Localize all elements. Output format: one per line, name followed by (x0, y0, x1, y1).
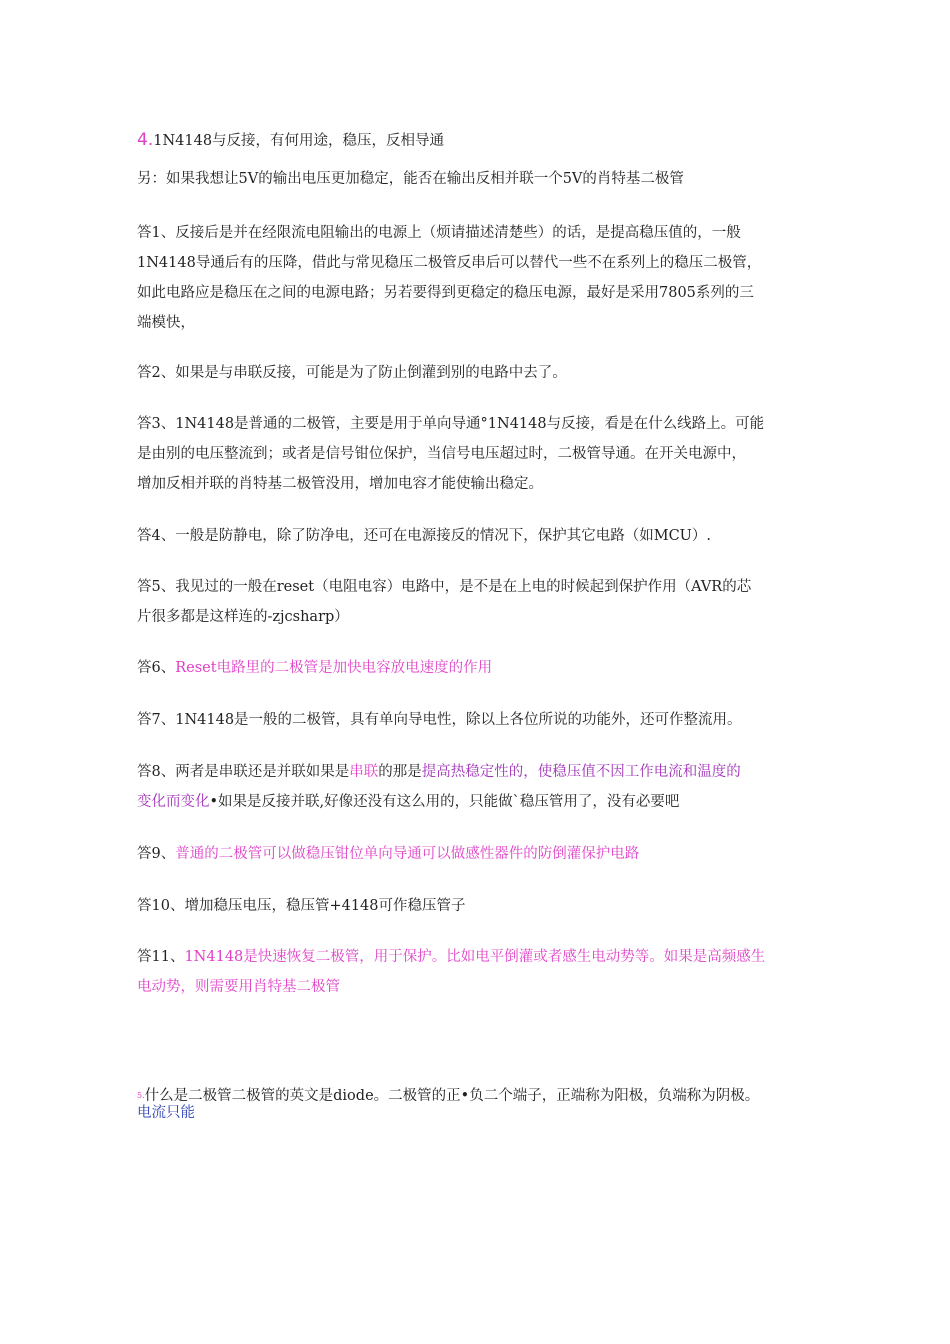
answer-8-line-1 (137, 757, 827, 787)
answer-11-prefix: 答11、 (137, 949, 185, 965)
section-5-line-2: 电流只能 (137, 1105, 195, 1121)
answer-10: 答10、增加稳压电压，稳压管+4148可作稳压管子 (137, 898, 466, 914)
question-heading (137, 125, 827, 156)
answer-6-highlight: Reset电路里的二极管是加快电容放电速度的作用 (175, 660, 493, 676)
question-text: 1N4148与反接，有何用途，稳压，反相导通 (153, 133, 445, 149)
answer-5-line-1: 答5、我见过的一般在reset（电阻电容）电路中，是不是在上电的时候起到保护作用（AVR的芯 (137, 579, 752, 595)
answer-5-line-2: 片很多都是这样连的-zjcsharp） (137, 609, 349, 625)
answer-3-line-3: 增加反相并联的肖特基二极管没用，增加电容才能使输出稳定。 (137, 476, 543, 492)
answer-8-rest: •如果是反接并联,好像还没有这么用的，只能做`稳压管用了，没有必要吧 (209, 794, 680, 810)
answer-8-highlight-1: 串联 (349, 764, 379, 780)
answer-1-line-3: 如此电路应是稳压在之间的电源电路；另若要得到更稳定的稳压电源，最好是采用7805系列的三 (137, 285, 754, 301)
section-5-text: 什么是二极管二极管的英文是diode。二极管的正•负二个端子，正端称为阳极，负端称为阴极。 (144, 1088, 760, 1104)
answer-3-line-1: 答3、1N4148是普通的二极管，主要是用于单向导通°1N4148与反接，看是在什么线路上。可能 (137, 416, 765, 432)
followup-question: 另：如果我想让5V的输出电压更加稳定，能否在输出反相并联一个5V的肖特基二极管 (137, 171, 684, 187)
answer-6-prefix: 答6、 (137, 660, 176, 676)
answer-7: 答7、1N4148是一般的二极管，具有单向导电性，除以上各位所说的功能外，还可作整流用。 (137, 712, 742, 728)
answer-8-highlight-3: 变化而变化 (137, 794, 210, 810)
answer-8-prefix: 答8、两者是串联还是并联如果是 (137, 764, 350, 780)
answer-9 (137, 839, 827, 869)
answer-9-prefix: 答9、 (137, 846, 176, 862)
section-5-number: 5. (137, 1091, 145, 1100)
answer-8-line-2 (137, 787, 827, 817)
answer-8-mid: 的那是 (378, 764, 422, 780)
answer-11-highlight-1: 1N4148是快速恢复二极管，用于保护。比如电平倒灌或者感生电动势等。如果是高频感生 (184, 949, 766, 965)
answer-2: 答2、如果是与串联反接，可能是为了防止倒灌到别的电路中去了。 (137, 365, 567, 381)
answer-11-highlight-2: 电动势，则需要用肖特基二极管 (137, 979, 340, 995)
answer-1-line-2: 1N4148导通后有的压降，借此与常见稳压二极管反串后可以替代一些不在系列上的稳压二极管， (137, 255, 762, 271)
answer-4: 答4、一般是防静电，除了防净电，还可在电源接反的情况下，保护其它电路（如MCU）. (137, 528, 711, 544)
question-number: 4. (137, 130, 154, 150)
answer-8-highlight-2: 提高热稳定性的，使稳压值不因工作电流和温度的 (421, 764, 741, 780)
answer-11-line-2 (137, 972, 827, 1002)
answer-6 (137, 653, 827, 683)
answer-11-line-1 (137, 942, 827, 972)
answer-9-highlight: 普通的二极管可以做稳压钳位单向导通可以做感性器件的防倒灌保护电路 (175, 846, 640, 862)
answer-1-line-1: 答1、反接后是并在经限流电阻输出的电源上（烦请描述清楚些）的话，是提高稳压值的，一般 (137, 225, 741, 241)
answer-3-line-2: 是由别的电压整流到；或者是信号钳位保护，当信号电压超过时，二极管导通。在开关电源中， (137, 446, 746, 462)
answer-1-line-4: 端模快， (137, 315, 195, 331)
